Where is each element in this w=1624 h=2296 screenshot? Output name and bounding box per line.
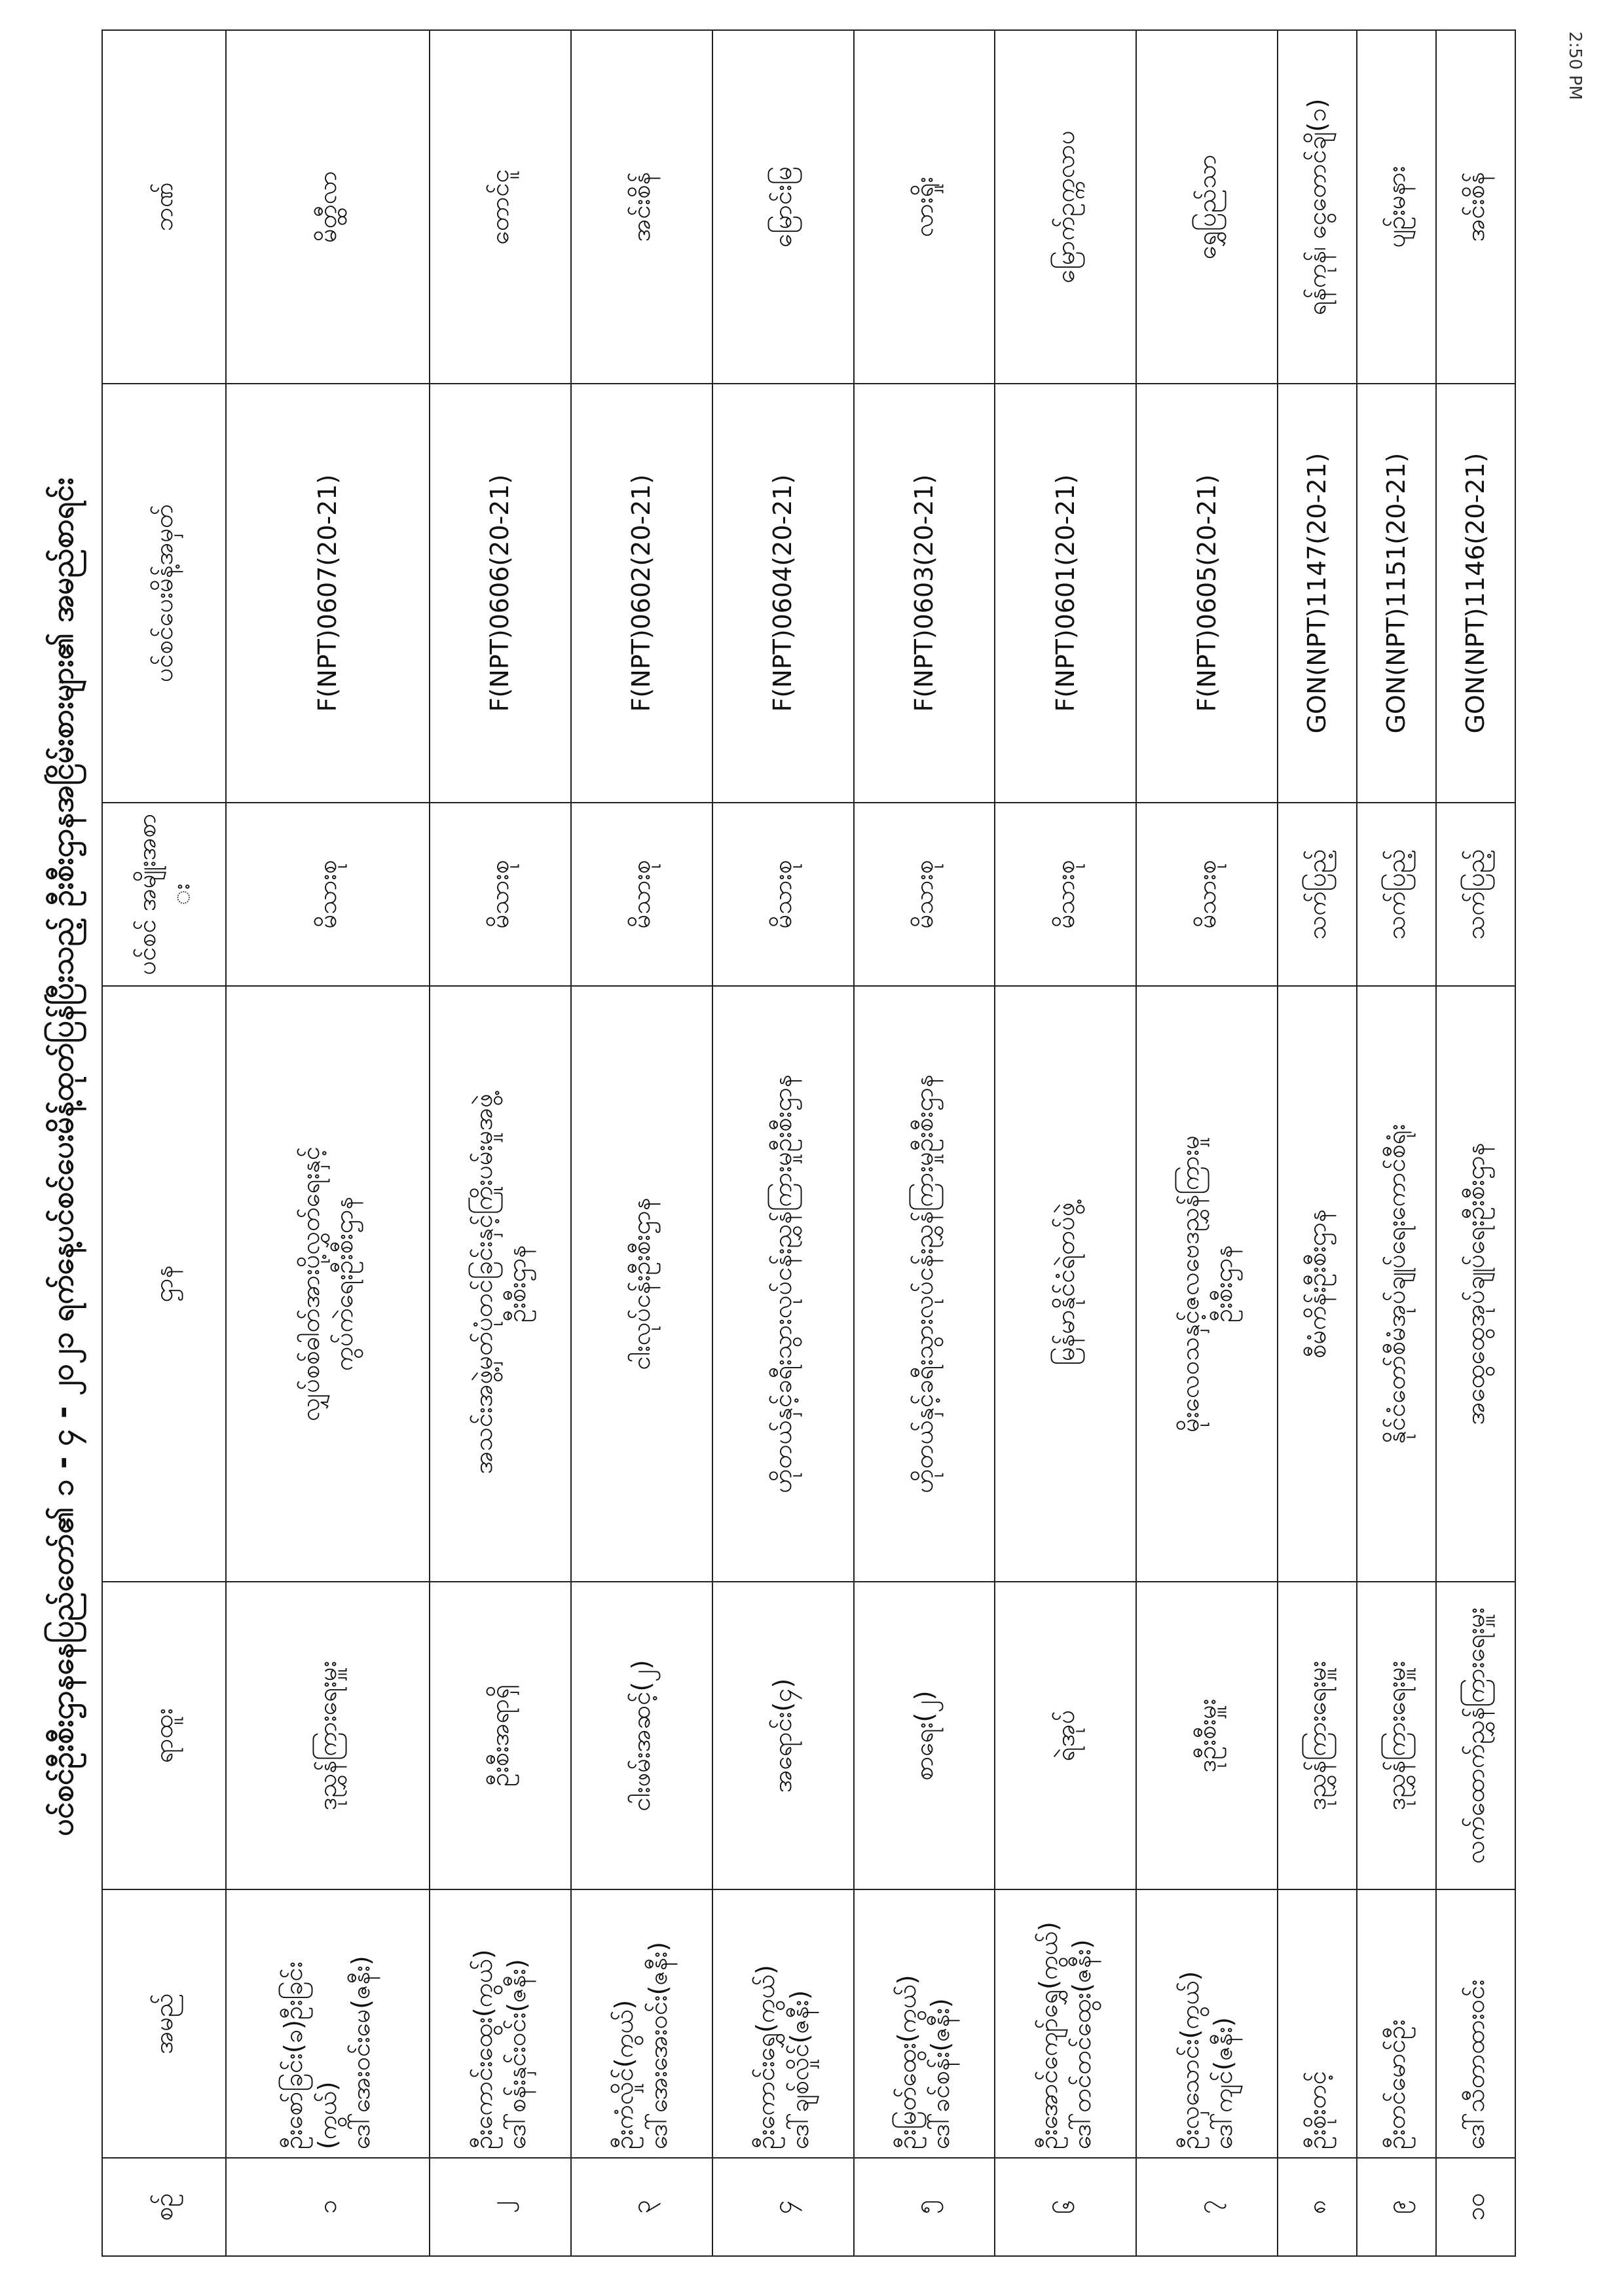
cell-bank: အင်းစိန် — [1436, 30, 1515, 384]
cell-name-line: ဦးစော်ခြင်း(ခ)ဦးခြင်း — [279, 1961, 308, 2149]
cell-rank-line: ရဲအုပ် — [1050, 1709, 1080, 1762]
table-row — [1278, 30, 1357, 2256]
cell-order: F(NPT)0603(20-21) — [854, 384, 995, 803]
cell-type-line: မိသားစု — [767, 860, 797, 929]
cell-type-line: သက်ပြည့် — [1302, 848, 1332, 940]
cell-name — [430, 1889, 571, 2158]
cell-name — [995, 1889, 1136, 2158]
cell-order: F(NPT)0601(20-21) — [995, 384, 1136, 803]
cell-name-line: ဒေါ်စန်းနှင်းဝင်း(ဇနီး) — [502, 1959, 531, 2149]
table-row — [712, 30, 854, 2256]
cell-order: F(NPT)0606(20-21) — [430, 384, 571, 803]
cell-name-line: ဒေါ်အေးအေးဝင်း(ဇနီး) — [643, 1941, 673, 2149]
cell-name — [712, 1889, 854, 2158]
cell-no: ၇ — [1136, 2158, 1278, 2256]
cell-rank — [854, 1582, 995, 1889]
cell-rank-line: ဒုဦးစီးမှူး — [1192, 1698, 1221, 1773]
cell-dept — [995, 986, 1136, 1582]
cell-bank: မြောက်ဥက္ကလာပ — [995, 30, 1136, 384]
cell-type-line: မိသားစု — [627, 860, 656, 929]
cell-dept-line: ဟိုတယ်နှင့်ခရီးသွားလုပ်ငန်းညွှန်ကြားမှုဦးစီးဌာန — [909, 1074, 938, 1493]
cell-rank — [1136, 1582, 1278, 1889]
cell-dept-line: ကွပ်ကဲရေးဦးစီးဌာန — [329, 1196, 359, 1372]
cell-type-line: မိသားစု — [1192, 860, 1221, 929]
cell-bank: တောင်ငူ — [430, 30, 571, 384]
header-dept: ဌာန — [102, 986, 226, 1582]
cell-order: F(NPT)0605(20-21) — [1136, 384, 1278, 803]
cell-dept-line: လျှပ်စစ်ဓါတ်အားပို့လွှတ်ရေးနှင့် — [296, 1146, 325, 1421]
cell-type — [571, 803, 712, 986]
table-body — [226, 30, 1515, 2256]
cell-dept-line: ဟိုတယ်နှင့်ခရီးသွားလုပ်ငန်းညွှန်ကြားမှုဦးစီးဌာန — [767, 1074, 797, 1493]
cell-bank: ရွှေပြည်သာ — [1136, 30, 1278, 384]
table-row — [430, 30, 571, 2256]
cell-name-line: ဦးကောင်းထွေး(ကွယ်) — [468, 1949, 498, 2149]
cell-dept — [712, 986, 854, 1582]
cell-dept — [1278, 986, 1357, 1582]
cell-no: ၁ — [226, 2158, 430, 2256]
cell-rank — [1436, 1582, 1515, 1889]
cell-bank: လားရှိုး — [854, 30, 995, 384]
cell-dept-line: အသင်းအဖွဲ့မှတ်ပုံတင်ခြင်းနှင့်ကြိုးပမ်းမှုအဖွဲ့ — [468, 1093, 498, 1474]
cell-rank-line: ဦးစီးအရာရှိ — [485, 1685, 515, 1787]
table-row — [1357, 30, 1436, 2256]
cell-name — [1278, 1889, 1357, 2158]
header-type: ပင်စင် အမျိုးအစား — [102, 803, 226, 986]
document-title: ပင်စင်ဦးစီးဌာနနေပြည်တော်၏ ၁ - ၄ - ၂၀၂၁ ရက်နေ့ပင်စင်ပေးမိန့်ထုတ်ပြန်ပြီးသည့် ဦးစီးဌာနအငြိမ်းစားများ၏ အမည်စာရင်း — [44, 477, 80, 1836]
cell-rank-line: ဒုညွှန်ကြားရေးမှူး — [1302, 1660, 1332, 1811]
cell-dept-line: မိုးလေဝသနှင့်ဇလဗေဒညွှန်ကြားမှု — [1175, 1135, 1204, 1432]
cell-name — [1136, 1889, 1278, 2158]
cell-rank-line: အရောင်း(၄) — [767, 1678, 797, 1793]
cell-type — [1278, 803, 1357, 986]
cell-no: ၁၀ — [1436, 2158, 1515, 2256]
cell-dept — [854, 986, 995, 1582]
table-row — [995, 30, 1136, 2256]
cell-no: ၃ — [571, 2158, 712, 2256]
cell-name-line: ဦးကံလှိုင်(ကွယ်) — [610, 1999, 639, 2149]
cell-name-line: (ကွယ်) — [312, 2081, 342, 2149]
cell-name — [1436, 1889, 1515, 2158]
header-no: စဉ် — [102, 2158, 226, 2256]
cell-rank-line: ငါးဖမ်းအဆင့်(၂) — [627, 1660, 656, 1812]
table-row — [226, 30, 430, 2256]
cell-rank-line: စာရေး(၂) — [909, 1690, 938, 1781]
cell-type-line: သက်ပြည့် — [1460, 848, 1490, 940]
cell-dept-line: ဦးစီးဌာန — [1209, 1245, 1238, 1323]
cell-name-line: ဦးအောင်ကျော်ရွှေ(ကွယ်) — [1034, 1922, 1063, 2149]
cell-no: ၅ — [854, 2158, 995, 2256]
cell-bank: ပျဉ်းမနား — [1357, 30, 1436, 384]
timestamp: 2:50 PM — [1565, 31, 1585, 100]
cell-bank: အင်းစိန် — [571, 30, 712, 384]
cell-name-line: ဦးစိုးတင့် — [1302, 2071, 1332, 2149]
table-row — [1136, 30, 1278, 2256]
cell-rank — [1278, 1582, 1357, 1889]
cell-name-line: ဒေါ်အေးဝင်းမေ(ဇနီး) — [346, 1956, 376, 2149]
cell-bank: ရန်ကုန်၊ ငွေတောင်ချိ(၁) — [1278, 30, 1357, 384]
cell-type — [1357, 803, 1436, 986]
cell-name — [226, 1889, 430, 2158]
cell-type-line: သက်ပြည့် — [1381, 848, 1411, 940]
cell-rank — [430, 1582, 571, 1889]
cell-rank — [995, 1582, 1136, 1889]
cell-no: ၆ — [995, 2158, 1136, 2256]
cell-bank: မိတ္ထီလာ — [226, 30, 430, 384]
cell-no: ၉ — [1357, 2158, 1436, 2256]
cell-name-line: ဦးလှသောင်း(ကွယ်) — [1175, 1971, 1204, 2149]
cell-dept — [1436, 986, 1515, 1582]
cell-type — [1436, 803, 1515, 986]
cell-no: ၈ — [1278, 2158, 1357, 2256]
cell-rank-line: လက်ထောက်ညွှန်ကြားရေးမှူး — [1460, 1607, 1490, 1864]
cell-dept — [1357, 986, 1436, 1582]
cell-name-line: ဦးကောင်းရွှေ(ကွယ်) — [751, 1965, 781, 2149]
table-row — [1436, 30, 1515, 2256]
cell-name-line: ဒေါ်တင်တင်ထွေး(ဇနီး) — [1067, 1939, 1097, 2149]
cell-type — [1136, 803, 1278, 986]
cell-type — [854, 803, 995, 986]
table-row — [571, 30, 712, 2256]
cell-type — [226, 803, 430, 986]
cell-order: F(NPT)0602(20-21) — [571, 384, 712, 803]
cell-dept — [1136, 986, 1278, 1582]
cell-dept — [226, 986, 430, 1582]
cell-type — [995, 803, 1136, 986]
cell-dept-line: ဦးစီးဌာန — [502, 1245, 531, 1323]
cell-rank — [226, 1582, 430, 1889]
cell-type-line: မိသားစု — [909, 860, 938, 929]
cell-dept-line: ငါးလုပ်ငန်းဦးစီးဌာန — [627, 1197, 656, 1370]
cell-order: GON(NPT)1147(20-21) — [1278, 384, 1357, 803]
cell-rank-line: ဒုညွှန်ကြားရေးမှူး — [1381, 1660, 1411, 1811]
cell-name — [1357, 1889, 1436, 2158]
cell-type-line: မိသားစု — [312, 860, 342, 929]
cell-type-line: မိသားစု — [485, 860, 515, 929]
header-rank: ရာထူး — [102, 1582, 226, 1889]
cell-order: F(NPT)0607(20-21) — [226, 384, 430, 803]
cell-type-line: မိသားစု — [1050, 860, 1080, 929]
cell-rank-line: ဒုညွှန်ကြားရေးမှူး — [312, 1660, 342, 1811]
cell-dept-line: အထွေထွေအုပ်ချုပ်ရေးဦးစီးဌာန — [1460, 1142, 1490, 1425]
header-order: ပင်စင်ပေးမိန့်အမှတ် — [102, 384, 226, 803]
cell-type — [712, 803, 854, 986]
cell-rank — [712, 1582, 854, 1889]
cell-name — [854, 1889, 995, 2158]
cell-rank — [1357, 1582, 1436, 1889]
cell-name-line: ဦးမြတ်ထွေး(ကွယ်) — [893, 1975, 922, 2149]
cell-no: ၄ — [712, 2158, 854, 2256]
cell-name-line: ဦးတင်မောင်ဦး — [1381, 2019, 1411, 2149]
cell-name-line: ဒေါ်သီတာထားဝင်း — [1460, 1979, 1490, 2149]
cell-name — [571, 1889, 712, 2158]
cell-dept-line: နိုင်ငံတော်စီမံအုပ်ချုပ်ရေးကောင်စီရုံး — [1381, 1123, 1411, 1444]
cell-name-line: ဒေါ်ခင်စန်း(ဇနီး) — [926, 1998, 955, 2149]
cell-order: GON(NPT)1151(20-21) — [1357, 384, 1436, 803]
cell-bank: မြောင်းမြ — [712, 30, 854, 384]
header-bank: ဘဏ် — [102, 30, 226, 384]
cell-dept — [430, 986, 571, 1582]
cell-name-line: ဒေါ်ကျင်(ဇနီး) — [1209, 2017, 1238, 2149]
header-name: အမည် — [102, 1889, 226, 2158]
cell-order: GON(NPT)1146(20-21) — [1436, 384, 1515, 803]
cell-type — [430, 803, 571, 986]
cell-name-line: ဒေါ်ချစ်လှိုင်(ဇနီး) — [784, 1990, 814, 2149]
cell-dept-line: စီမံကိန်းဦးစီးဌာန — [1302, 1209, 1332, 1358]
cell-order: F(NPT)0604(20-21) — [712, 384, 854, 803]
cell-dept-line: မြန်မာနိုင်ငံရဲတပ်ဖွဲ့ — [1050, 1202, 1080, 1366]
table-row — [854, 30, 995, 2256]
table-header-row — [102, 30, 226, 2256]
pension-table — [101, 29, 1516, 2257]
cell-no: ၂ — [430, 2158, 571, 2256]
cell-dept — [571, 986, 712, 1582]
cell-rank — [571, 1582, 712, 1889]
